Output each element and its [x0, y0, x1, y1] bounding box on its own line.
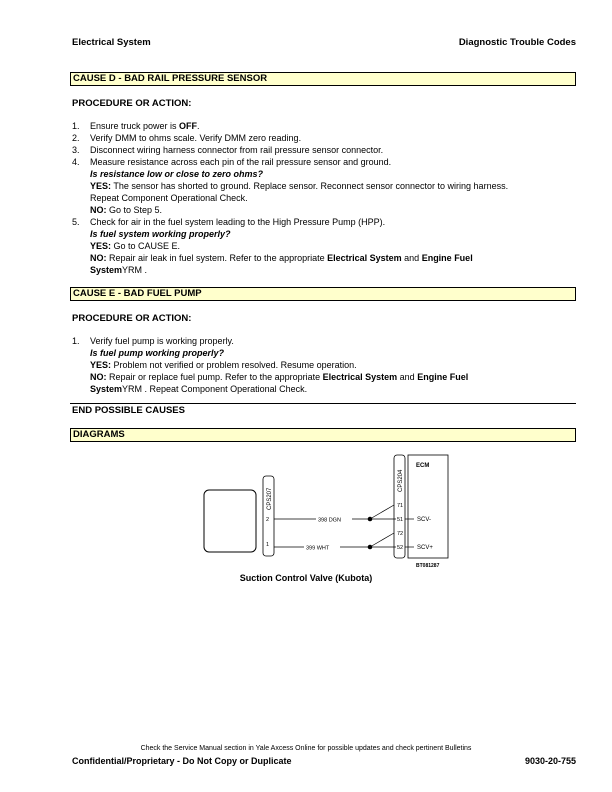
header-right: Diagnostic Trouble Codes [458, 37, 576, 48]
wire-label: 398 DGN [318, 517, 341, 524]
wire-label: 399 WHT [306, 545, 330, 552]
step-number: 1. [72, 336, 80, 346]
divider [70, 403, 576, 404]
step-text: Measure resistance across each pin of the rail pressure sensor and ground. Is resistance low or close to zero ohms? YES: The sensor has shorted to ground. Replace sensor. Reconnect sensor connector to wiring harness. Repeat Component Operational Check. NO: Go to Step 5. [90, 156, 570, 216]
ecm-box [408, 455, 448, 558]
connector-left-label: CPS207 [267, 487, 273, 510]
signal-label: SCV+ [417, 545, 433, 551]
cause-d-procedure-heading: PROCEDURE OR ACTION: [72, 98, 192, 109]
signal-label: SCV- [417, 517, 432, 523]
step-text: Verify fuel pump is working properly. Is fuel pump working properly? YES: Problem not verified or problem resolved. Resume operation. NO: Repair or replace fuel pump. Refer to the appropriate Electrical System and Engine Fuel SystemYRM . Repeat Component Operational Check. [90, 335, 570, 395]
step-number: 5. [72, 217, 80, 227]
page-number: 9030-20-755 [524, 756, 576, 766]
ecm-pin-label: 51 [397, 517, 404, 523]
cause-e-title: CAUSE E - BAD FUEL PUMP [70, 287, 576, 301]
header-left: Electrical System [72, 37, 151, 48]
step-text: Disconnect wiring harness connector from rail pressure sensor connector. [90, 145, 384, 155]
figure-id: BT081287 [416, 563, 440, 569]
ecm-pin-label: 72 [397, 531, 404, 537]
left-pin-label: 1 [266, 542, 270, 548]
ecm-label: ECM [416, 463, 430, 469]
step-number: 1. [72, 121, 80, 131]
footer-left: Confidential/Proprietary - Do Not Copy or Duplicate [72, 756, 292, 766]
footer-note: Check the Service Manual section in Yale Axcess Online for possible updates and check pertinent Bulletins [140, 745, 472, 752]
wiring-diagram [196, 450, 456, 572]
step-text: Verify DMM to ohms scale. Verify DMM zero reading. [90, 133, 302, 143]
step-question: Is fuel system working properly? [90, 229, 231, 239]
diagrams-title: DIAGRAMS [70, 428, 576, 442]
connector-right-label: CPS204 [398, 469, 404, 492]
cause-d-title: CAUSE D - BAD RAIL PRESSURE SENSOR [70, 72, 576, 86]
step-text: Ensure truck power is OFF. [90, 121, 200, 131]
step-question: Is resistance low or close to zero ohms? [90, 169, 264, 179]
diagram-caption: Suction Control Valve (Kubota) [239, 573, 373, 583]
cause-e-procedure-heading: PROCEDURE OR ACTION: [72, 313, 192, 324]
ecm-pin-label: 71 [397, 503, 404, 509]
step-number: 3. [72, 145, 80, 155]
ecm-pin-label: 52 [397, 545, 404, 551]
step-text: Check for air in the fuel system leading to the High Pressure Pump (HPP). Is fuel system working properly? YES: Go to CAUSE E. NO: Repair air leak in fuel system. Refer to the appropriate Electrical System and Engine Fuel SystemYRM . [90, 216, 570, 276]
end-possible-causes: END POSSIBLE CAUSES [72, 405, 185, 416]
step-number: 4. [72, 157, 80, 167]
step-question: Is fuel pump working properly? [90, 348, 225, 358]
suction-control-valve-symbol [204, 490, 256, 552]
step-number: 2. [72, 133, 80, 143]
left-pin-label: 2 [266, 517, 270, 523]
